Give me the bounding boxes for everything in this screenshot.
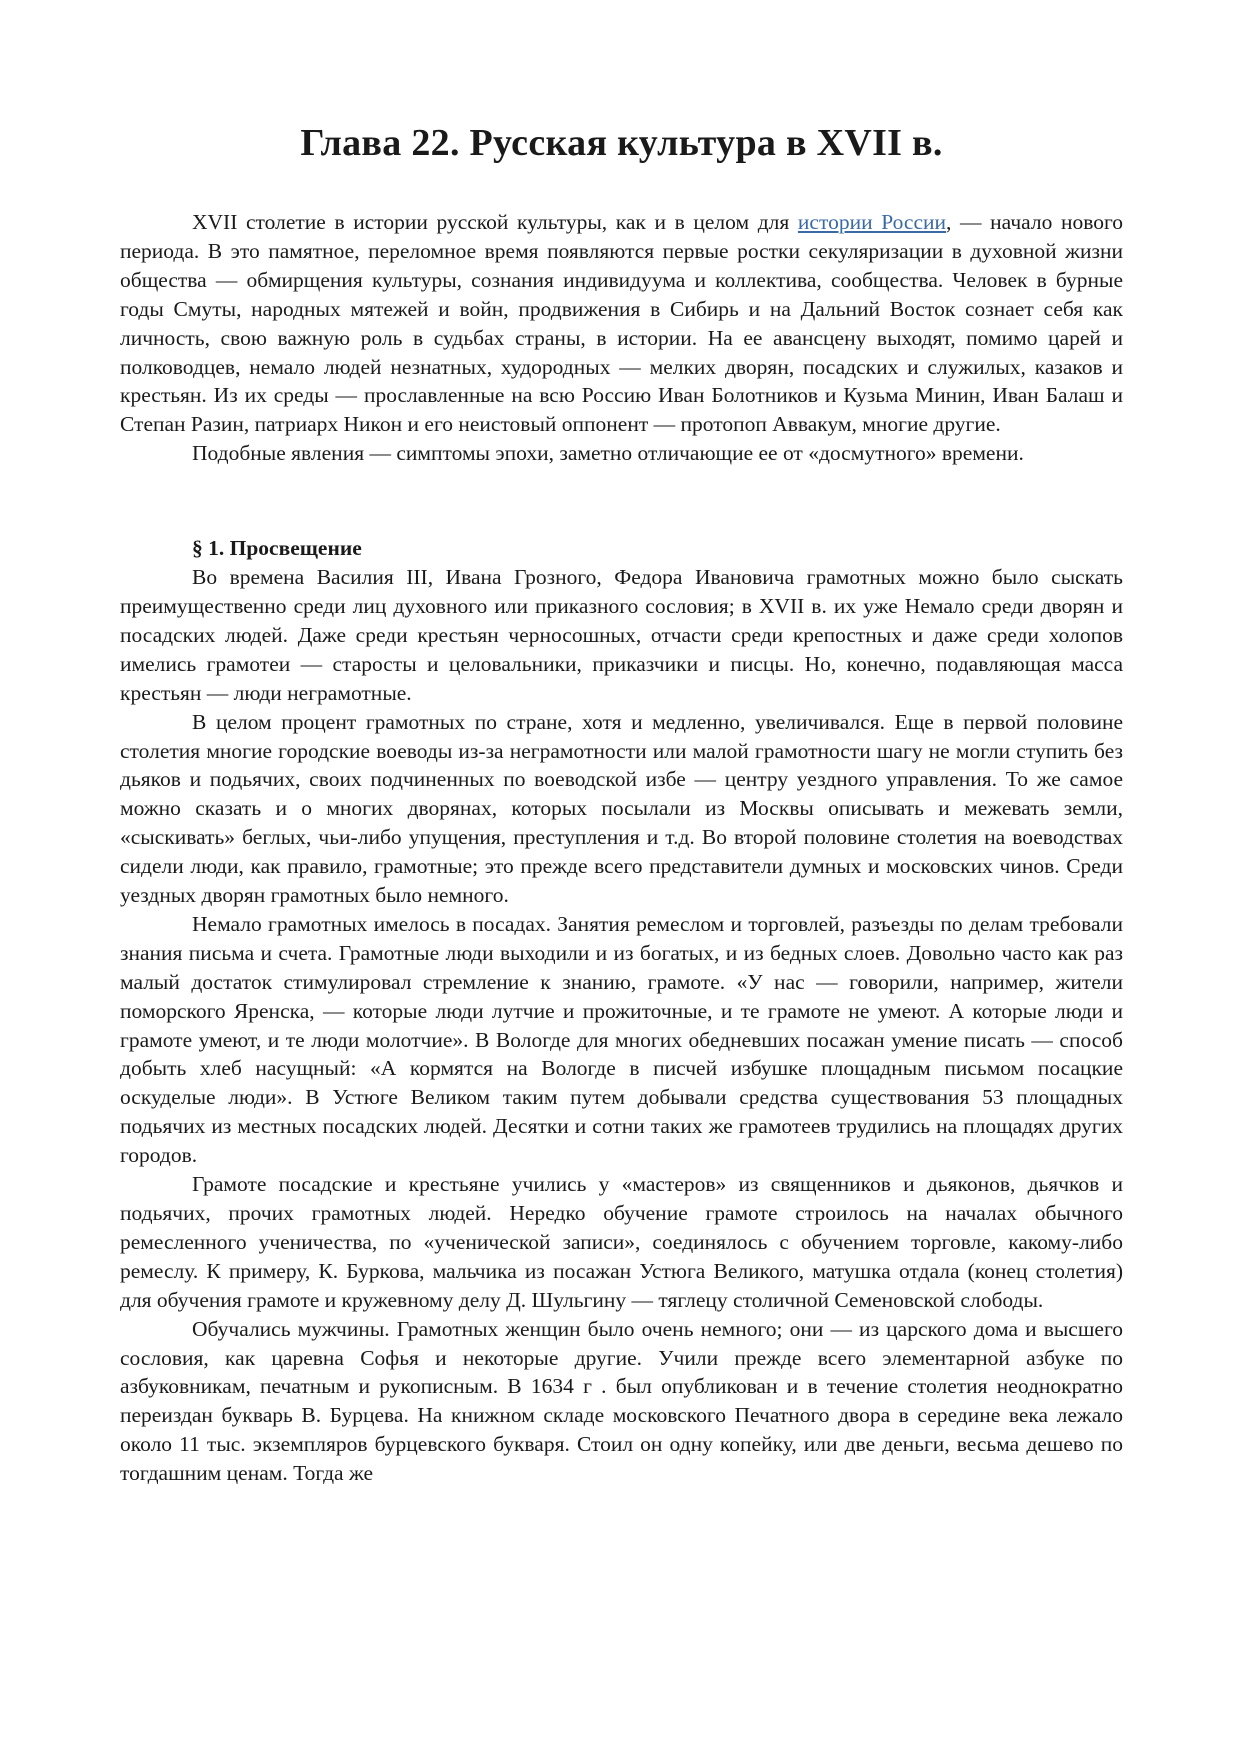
section-paragraph: Во времена Василия III, Ивана Грозного, Федора Ивановича грамотных можно было сыскать преимущественно среди лиц духовного или приказного сословия; в XVII в. их уже Немало среди дворян и посадских людей. Даже среди крестьян черносошных, отчасти среди крепостных и даже среди холопов имелись грамотеи — старосты и целовальники, приказчики и писцы. Но, конечно, подавляющая масса крестьян — люди неграмотные. [120, 565, 1123, 705]
intro-text-before-link: XVII столетие в истории русской культуры, как и в целом для [192, 210, 798, 234]
section-paragraph: Обучались мужчины. Грамотных женщин было очень немного; они — из царского дома и высшего сословия, как царевна Софья и некоторые другие. Учили прежде всего элементарной азбуке по азбуковникам, печатным и рукописным. В 1634 г . был опубликован и в течение столетия неоднократно переиздан букварь В. Бурцева. На книжном складе московского Печатного двора в середине века лежало около 11 тыс. экземпляров бурцевского букваря. Стоил он одну копейку, или две деньги, весьма дешево по тогдашним ценам. Тогда же [120, 1316, 1123, 1486]
section-heading-enlightenment: § 1. Просвещение [192, 536, 362, 561]
history-of-russia-link[interactable]: истории России [797, 210, 947, 234]
chapter-title: Глава 22. Русская культура в XVII в. [300, 122, 943, 164]
section-paragraph: В целом процент грамотных по стране, хотя и медленно, увеличивался. Еще в первой половине столетия многие городские воеводы из-за неграмотности или малой грамотности шагу не могли ступить без дьяков и подьячих, своих подчиненных по воеводской избе — центру уездного управления. То же самое можно сказать и о многих дворянах, которых посылали из Москвы описывать и межевать земли, «сыскивать» беглых, чьи-либо упущения, преступления и т.д. Во второй половине столетия на воеводствах сидели люди, как правило, грамотные; это прежде всего представители думных и московских чинов. Среди уездных дворян грамотных было немного. [120, 709, 1123, 908]
section-paragraph: Немало грамотных имелось в посадах. Занятия ремеслом и торговлей, разъезды по делам требовали знания письма и счета. Грамотные люди выходили и из богатых, и из бедных слоев. Довольно часто как раз малый достаток стимулировал стремление к знанию, грамоте. «У нас — говорили, например, жители поморского Яренска, — которые люди лутчие и прожиточные, и те грамоте не умеют. А которые люди и грамоте умеют, и те люди молотчие». В Вологде для многих обедневших посажан умение писать — способ добыть хлеб насущный: «А кормятся на Вологде в писчей избушке площадным письмом посацкие оскуделые люди». В Устюге Великом таким путем добывали средства существования 53 площадных подьячих из местных посадских людей. Десятки и сотни таких же грамотеев трудились на площадях других городов. [120, 911, 1123, 1168]
intro-text-after-link: , — начало нового периода. В это памятное, переломное время появляются первые ростки секуляризации в духовной жизни общества — обмирщения культуры, сознания индивидуума и коллектива, сообщества. Человек в бурные годы Смуты, народных мятежей и войн, продвижения в Сибирь и на Дальний Восток сознает себя как личность, свою важную роль в судьбах страны, в истории. На ее авансцену выходят, помимо царей и полководцев, немало людей незнатных, худородных — мелких дворян, посадских и служилых, казаков и крестьян. Из их среды — прославленные на всю Россию Иван Болотников и Кузьма Минин, Иван Балаш и Степан Разин, патриарх Никон и его неистовый оппонент — протопоп Аввакум, многие другие. [120, 210, 1124, 437]
document-page [120, 118, 1123, 1488]
intro-paragraph-1 [120, 208, 1123, 439]
section-paragraph: Грамоте посадские и крестьяне учились у «мастеров» из священников и дьяконов, дьячков и подьячих, прочих грамотных людей. Нередко обучение грамоте строилось на началах обычного ремесленного ученичества, по «ученической записи», соединялось с обучением торговле, какому-либо ремеслу. К примеру, К. Буркова, мальчика из посажан Устюга Великого, матушка отдала (конец столетия) для обучения грамоте и кружевному делу Д. Шульгину — тяглецу столичной Семеновской слободы. [120, 1172, 1123, 1312]
intro-paragraph-2: Подобные явления — симптомы эпохи, заметно отличающие ее от «досмутного» времени. [192, 441, 1024, 466]
